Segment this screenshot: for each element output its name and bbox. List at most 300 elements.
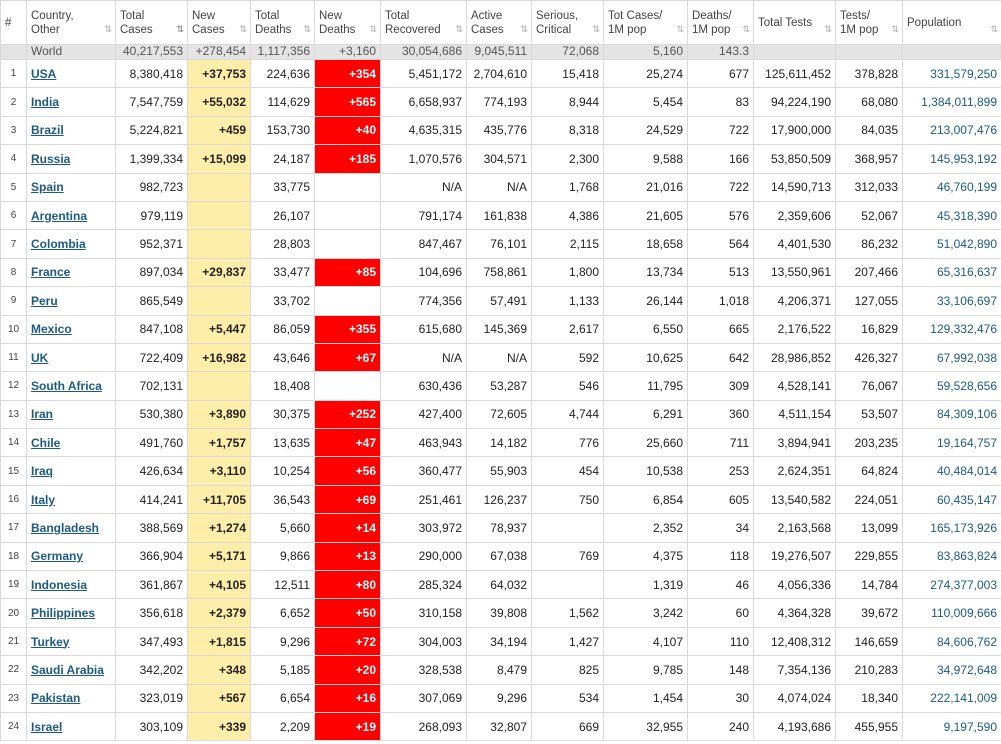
population-link[interactable]: 129,332,476 bbox=[930, 322, 997, 337]
cell-population bbox=[903, 571, 1001, 599]
sort-arrows-icon[interactable]: ⇅ bbox=[824, 24, 831, 34]
cell-total-deaths: 43,646 bbox=[251, 343, 315, 371]
cell-new-deaths: +252 bbox=[315, 400, 381, 428]
cell-total-cases: 1,399,334 bbox=[116, 145, 188, 173]
cell-serious: 769 bbox=[532, 542, 604, 570]
cell-serious: 1,427 bbox=[532, 627, 604, 655]
cell-new-cases: +37,753 bbox=[188, 60, 251, 88]
sort-arrows-icon[interactable]: ⇅ bbox=[742, 24, 749, 34]
cell-deaths-1m: 83 bbox=[688, 88, 754, 116]
population-link[interactable]: 65,316,637 bbox=[936, 265, 997, 280]
cell-new-deaths: +47 bbox=[315, 429, 381, 457]
column-header-cases-1m[interactable] bbox=[604, 1, 688, 45]
cell-country bbox=[27, 684, 116, 712]
column-header-label: Population bbox=[907, 16, 962, 29]
population-link[interactable]: 40,484,014 bbox=[936, 464, 997, 479]
cell-total-recovered: 310,158 bbox=[381, 599, 467, 627]
cell-new-deaths: +16 bbox=[315, 684, 381, 712]
cell-total-recovered: 791,174 bbox=[381, 201, 467, 229]
cell-population bbox=[903, 684, 1001, 712]
country-link[interactable]: USA bbox=[31, 66, 57, 81]
cell-active-cases: 76,101 bbox=[467, 230, 532, 258]
country-link[interactable]: India bbox=[31, 95, 60, 110]
country-link[interactable]: Chile bbox=[31, 435, 61, 450]
column-header-new-deaths[interactable] bbox=[315, 1, 381, 45]
country-link[interactable]: Germany bbox=[31, 549, 84, 564]
population-link[interactable]: 45,318,390 bbox=[936, 208, 997, 223]
cell-population bbox=[903, 60, 1001, 88]
cell-deaths-1m: 722 bbox=[688, 173, 754, 201]
cell-new-cases: +2,379 bbox=[188, 599, 251, 627]
cell-new-deaths: +565 bbox=[315, 88, 381, 116]
cell-total-cases: 347,493 bbox=[116, 627, 188, 655]
cell-tests-1m: 86,232 bbox=[836, 230, 903, 258]
column-header-tests-1m[interactable] bbox=[836, 1, 903, 45]
cell-tests-1m: 127,055 bbox=[836, 287, 903, 315]
cell-total-cases: 414,241 bbox=[116, 485, 188, 513]
sort-arrows-icon[interactable]: ⇅ bbox=[990, 24, 997, 34]
cell-deaths-1m: 564 bbox=[688, 230, 754, 258]
population-link[interactable]: 213,007,476 bbox=[930, 123, 997, 138]
cell-new-deaths bbox=[315, 287, 381, 315]
cell-idx: 16 bbox=[1, 485, 27, 513]
cell-total-tests: 7,354,136 bbox=[754, 656, 836, 684]
country-link[interactable]: Mexico bbox=[31, 322, 72, 337]
cell-new-deaths: +14 bbox=[315, 514, 381, 542]
population-link[interactable]: 59,528,656 bbox=[936, 378, 997, 393]
cell-total-deaths: 33,775 bbox=[251, 173, 315, 201]
cell-serious: 669 bbox=[532, 712, 604, 740]
sort-arrows-icon[interactable]: ⇅ bbox=[104, 24, 111, 34]
cell-cases-1m: 21,605 bbox=[604, 201, 688, 229]
cell-total-recovered: N/A bbox=[381, 343, 467, 371]
cell-new-cases bbox=[188, 287, 251, 315]
cell-idx: 9 bbox=[1, 287, 27, 315]
population-link[interactable]: 110,009,666 bbox=[931, 606, 997, 621]
table-row bbox=[1, 514, 1001, 542]
cell-new-deaths: +50 bbox=[315, 599, 381, 627]
cell-population bbox=[903, 514, 1001, 542]
cell-total-tests: 4,074,024 bbox=[754, 684, 836, 712]
cell-total-recovered: 427,400 bbox=[381, 400, 467, 428]
cell-total-cases: 356,618 bbox=[116, 599, 188, 627]
cell-total-deaths: 30,375 bbox=[251, 400, 315, 428]
country-link[interactable]: Brazil bbox=[31, 123, 64, 138]
cell-country bbox=[27, 599, 116, 627]
cell-total-tests: 4,528,141 bbox=[754, 372, 836, 400]
column-header-label: Serious, Critical bbox=[536, 9, 579, 36]
cell-new-cases: +1,757 bbox=[188, 429, 251, 457]
cell-total-deaths: 5,185 bbox=[251, 656, 315, 684]
cell-cases-1m: 5,454 bbox=[604, 88, 688, 116]
cell-total-cases: 702,131 bbox=[116, 372, 188, 400]
cell-idx: 24 bbox=[1, 712, 27, 740]
cell-tests-1m: 68,080 bbox=[836, 88, 903, 116]
population-link[interactable]: 34,972,648 bbox=[936, 662, 997, 677]
cell-active-cases: 64,032 bbox=[467, 571, 532, 599]
population-link[interactable]: 84,309,106 bbox=[936, 407, 997, 422]
sort-arrows-icon[interactable]: ⇅ bbox=[520, 24, 527, 34]
country-link[interactable]: Argentina bbox=[31, 208, 88, 223]
cell-total-tests: 12,408,312 bbox=[754, 627, 836, 655]
cell-new-cases: +5,171 bbox=[188, 542, 251, 570]
country-link[interactable]: Iran bbox=[31, 407, 54, 422]
cell-new-cases: +16,982 bbox=[188, 343, 251, 371]
cell-cases-1m: 25,274 bbox=[604, 60, 688, 88]
sort-arrows-icon[interactable]: ⇅ bbox=[592, 24, 599, 34]
cell-idx: 15 bbox=[1, 457, 27, 485]
sort-arrows-icon[interactable]: ⇅ bbox=[676, 24, 683, 34]
cell-total-tests: 53,850,509 bbox=[754, 145, 836, 173]
table-row bbox=[1, 457, 1001, 485]
cell-population bbox=[903, 627, 1001, 655]
column-header-label: # bbox=[5, 16, 12, 29]
column-header-label: New Deaths bbox=[319, 9, 356, 36]
cell-country bbox=[27, 315, 116, 343]
cell-tests-1m: 368,957 bbox=[836, 145, 903, 173]
country-link[interactable]: South Africa bbox=[31, 378, 102, 393]
cell-deaths-1m: 642 bbox=[688, 343, 754, 371]
column-header-label: Total Cases bbox=[120, 9, 153, 36]
table-row bbox=[1, 145, 1001, 173]
cell-deaths-1m: 677 bbox=[688, 60, 754, 88]
cell-cases-1m: 6,291 bbox=[604, 400, 688, 428]
cell-new-deaths: +40 bbox=[315, 116, 381, 144]
population-link[interactable]: 165,173,926 bbox=[930, 520, 997, 535]
population-link[interactable]: 1,384,011,899 bbox=[921, 95, 997, 110]
cell-serious: 2,300 bbox=[532, 145, 604, 173]
country-link[interactable]: Iraq bbox=[31, 464, 54, 479]
column-header-active-cases[interactable] bbox=[467, 1, 532, 45]
column-header-label: New Cases bbox=[192, 9, 225, 36]
cell-total-cases: 426,634 bbox=[116, 457, 188, 485]
cell-idx: 23 bbox=[1, 684, 27, 712]
cell-total-tests: 4,206,371 bbox=[754, 287, 836, 315]
column-header-label: Total Deaths bbox=[255, 9, 292, 36]
column-header-total-recovered[interactable] bbox=[381, 1, 467, 45]
sort-arrows-icon[interactable]: ⇅ bbox=[303, 24, 310, 34]
cell-deaths-1m: 513 bbox=[688, 258, 754, 286]
cell-active-cases: N/A bbox=[467, 173, 532, 201]
cell-active-cases: 55,903 bbox=[467, 457, 532, 485]
population-link[interactable]: 46,760,199 bbox=[936, 180, 997, 195]
cell-serious bbox=[532, 571, 604, 599]
cell-total-cases: 7,547,759 bbox=[116, 88, 188, 116]
sort-arrows-icon[interactable]: ⇅ bbox=[369, 24, 376, 34]
cell-total-cases: 361,867 bbox=[116, 571, 188, 599]
cell-total-recovered: 630,436 bbox=[381, 372, 467, 400]
cell-new-deaths bbox=[315, 201, 381, 229]
country-link[interactable]: France bbox=[31, 265, 71, 280]
cell-deaths-1m: 240 bbox=[688, 712, 754, 740]
sort-arrows-icon[interactable]: ⇅ bbox=[455, 24, 462, 34]
cell-tests-1m: 52,067 bbox=[836, 201, 903, 229]
cell-serious: 546 bbox=[532, 372, 604, 400]
column-header-country[interactable] bbox=[27, 1, 116, 45]
cell-tests-1m: 207,466 bbox=[836, 258, 903, 286]
cell-population bbox=[903, 372, 1001, 400]
country-link[interactable]: Bangladesh bbox=[31, 520, 100, 535]
sort-arrows-icon[interactable]: ⇅ bbox=[239, 24, 246, 34]
column-header-total-cases[interactable] bbox=[116, 1, 188, 45]
cell-population bbox=[903, 712, 1001, 740]
population-link[interactable]: 83,863,824 bbox=[936, 549, 997, 564]
cell-active-cases: 34,194 bbox=[467, 627, 532, 655]
cell-new-deaths: +185 bbox=[315, 145, 381, 173]
cell-deaths-1m: 60 bbox=[688, 599, 754, 627]
table-header-row bbox=[1, 1, 1001, 45]
cell-serious: 4,744 bbox=[532, 400, 604, 428]
cell-total-cases: 5,224,821 bbox=[116, 116, 188, 144]
cell-serious: 2,115 bbox=[532, 230, 604, 258]
cell-tests-1m: 229,855 bbox=[836, 542, 903, 570]
column-header-idx bbox=[1, 1, 27, 45]
cell-tests-1m: 378,828 bbox=[836, 60, 903, 88]
cell-new-deaths: +80 bbox=[315, 571, 381, 599]
column-header-total-tests[interactable] bbox=[754, 1, 836, 45]
cell-total-cases: 979,119 bbox=[116, 201, 188, 229]
cell-serious: 1,800 bbox=[532, 258, 604, 286]
country-link[interactable]: Colombia bbox=[31, 237, 86, 252]
table-row bbox=[1, 230, 1001, 258]
cell-total-recovered: 328,538 bbox=[381, 656, 467, 684]
cell-tests-1m: 14,784 bbox=[836, 571, 903, 599]
cell-total-deaths: 33,477 bbox=[251, 258, 315, 286]
cell-idx: 1 bbox=[1, 60, 27, 88]
country-link[interactable]: Italy bbox=[31, 492, 56, 507]
cell-active-cases: 774,193 bbox=[467, 88, 532, 116]
cell-tests-1m: 203,235 bbox=[836, 429, 903, 457]
table-row bbox=[1, 201, 1001, 229]
country-link[interactable]: Saudi Arabia bbox=[31, 662, 104, 677]
cell-new-cases: +567 bbox=[188, 684, 251, 712]
table-body bbox=[1, 45, 1001, 741]
column-header-label: Total Tests bbox=[758, 16, 813, 29]
cell-idx: 6 bbox=[1, 201, 27, 229]
world-index-cell bbox=[1, 45, 27, 60]
cell-deaths-1m: 34 bbox=[688, 514, 754, 542]
population-link[interactable]: 19,164,757 bbox=[936, 435, 997, 450]
cell-population bbox=[903, 88, 1001, 116]
cell-total-tests: 94,224,190 bbox=[754, 88, 836, 116]
cell-total-tests: 2,176,522 bbox=[754, 315, 836, 343]
cell-total-recovered: 615,680 bbox=[381, 315, 467, 343]
cell-active-cases: 126,237 bbox=[467, 485, 532, 513]
cell-total-recovered: 251,461 bbox=[381, 485, 467, 513]
country-link[interactable]: Indonesia bbox=[31, 577, 88, 592]
column-header-label: Total Recovered bbox=[385, 9, 441, 36]
cell-cases-1m: 10,625 bbox=[604, 343, 688, 371]
cell-active-cases: 32,807 bbox=[467, 712, 532, 740]
cell-new-cases: +459 bbox=[188, 116, 251, 144]
country-link[interactable]: Turkey bbox=[31, 634, 70, 649]
table-row bbox=[1, 60, 1001, 88]
population-link[interactable]: 33,106,697 bbox=[936, 293, 997, 308]
population-link[interactable]: 222,141,009 bbox=[930, 691, 997, 706]
cell-total-recovered: 307,069 bbox=[381, 684, 467, 712]
population-link[interactable]: 145,953,192 bbox=[930, 151, 997, 166]
population-link[interactable]: 331,579,250 bbox=[930, 66, 997, 81]
cell-population bbox=[903, 230, 1001, 258]
cell-active-cases: 8,479 bbox=[467, 656, 532, 684]
cell-tests-1m: 16,829 bbox=[836, 315, 903, 343]
column-header-deaths-1m[interactable] bbox=[688, 1, 754, 45]
population-link[interactable]: 274,377,003 bbox=[930, 577, 997, 592]
cell-country bbox=[27, 457, 116, 485]
cell-total-tests: 17,900,000 bbox=[754, 116, 836, 144]
cell-deaths-1m: 1,018 bbox=[688, 287, 754, 315]
cell-tests-1m: 18,340 bbox=[836, 684, 903, 712]
cell-idx: 11 bbox=[1, 343, 27, 371]
cell-total-recovered: 104,696 bbox=[381, 258, 467, 286]
cell-deaths-1m: 711 bbox=[688, 429, 754, 457]
cell-idx: 18 bbox=[1, 542, 27, 570]
column-header-population[interactable] bbox=[903, 1, 1001, 45]
cell-total-cases: 982,723 bbox=[116, 173, 188, 201]
cell-cases-1m: 21,016 bbox=[604, 173, 688, 201]
cell-idx: 20 bbox=[1, 599, 27, 627]
table-row bbox=[1, 88, 1001, 116]
cell-deaths-1m: 722 bbox=[688, 116, 754, 144]
cell-tests-1m: 210,283 bbox=[836, 656, 903, 684]
cell-country bbox=[27, 201, 116, 229]
cell-total-tests: 4,193,686 bbox=[754, 712, 836, 740]
cell-idx: 8 bbox=[1, 258, 27, 286]
cell-total-recovered: 290,000 bbox=[381, 542, 467, 570]
population-link[interactable]: 67,992,038 bbox=[936, 350, 997, 365]
cell-cases-1m: 2,352 bbox=[604, 514, 688, 542]
cell-serious: 1,768 bbox=[532, 173, 604, 201]
cell-total-cases: 952,371 bbox=[116, 230, 188, 258]
cell-tests-1m: 64,824 bbox=[836, 457, 903, 485]
column-header-label: Tests/ 1M pop bbox=[840, 9, 879, 36]
cell-new-cases: +3,110 bbox=[188, 457, 251, 485]
cell-country bbox=[27, 627, 116, 655]
column-header-total-deaths[interactable] bbox=[251, 1, 315, 45]
table-row bbox=[1, 287, 1001, 315]
cell-new-cases: +4,105 bbox=[188, 571, 251, 599]
cell-new-deaths: +20 bbox=[315, 656, 381, 684]
cell-population bbox=[903, 145, 1001, 173]
cell-population bbox=[903, 116, 1001, 144]
cell-total-cases: 342,202 bbox=[116, 656, 188, 684]
population-link[interactable]: 9,197,590 bbox=[943, 719, 997, 734]
cell-population bbox=[903, 542, 1001, 570]
cell-serious: 592 bbox=[532, 343, 604, 371]
cell-total-deaths: 224,636 bbox=[251, 60, 315, 88]
table-row bbox=[1, 343, 1001, 371]
population-link[interactable]: 84,606,762 bbox=[936, 634, 997, 649]
table-row bbox=[1, 116, 1001, 144]
cell-new-cases bbox=[188, 372, 251, 400]
country-link[interactable]: Pakistan bbox=[31, 691, 81, 706]
cell-total-recovered: 303,972 bbox=[381, 514, 467, 542]
cell-deaths-1m: 309 bbox=[688, 372, 754, 400]
country-link[interactable]: UK bbox=[31, 350, 49, 365]
cell-total-recovered: 774,356 bbox=[381, 287, 467, 315]
cell-active-cases: 145,369 bbox=[467, 315, 532, 343]
cell-new-cases: +29,837 bbox=[188, 258, 251, 286]
cell-serious: 776 bbox=[532, 429, 604, 457]
cell-new-deaths bbox=[315, 173, 381, 201]
table-row bbox=[1, 571, 1001, 599]
cell-total-recovered: N/A bbox=[381, 173, 467, 201]
country-link[interactable]: Israel bbox=[31, 719, 63, 734]
cell-country bbox=[27, 60, 116, 88]
column-header-label: Active Cases bbox=[471, 9, 504, 36]
table-row bbox=[1, 712, 1001, 740]
cell-active-cases: 304,571 bbox=[467, 145, 532, 173]
cell-tests-1m: 39,672 bbox=[836, 599, 903, 627]
population-link[interactable]: 60,435,147 bbox=[936, 492, 997, 507]
cell-idx: 19 bbox=[1, 571, 27, 599]
cell-population bbox=[903, 201, 1001, 229]
cell-total-recovered: 6,658,937 bbox=[381, 88, 467, 116]
cell-country bbox=[27, 88, 116, 116]
cell-total-cases: 323,019 bbox=[116, 684, 188, 712]
country-link[interactable]: Spain bbox=[31, 180, 64, 195]
cell-tests-1m: 76,067 bbox=[836, 372, 903, 400]
cell-tests-1m: 13,099 bbox=[836, 514, 903, 542]
cell-total-recovered: 268,093 bbox=[381, 712, 467, 740]
sort-arrows-icon[interactable]: ⇅ bbox=[176, 24, 183, 34]
column-header-new-cases[interactable] bbox=[188, 1, 251, 45]
cell-tests-1m: 146,659 bbox=[836, 627, 903, 655]
column-header-serious[interactable] bbox=[532, 1, 604, 45]
cell-total-recovered: 5,451,172 bbox=[381, 60, 467, 88]
world-total-recovered: 30,054,686 bbox=[381, 45, 467, 60]
cell-country bbox=[27, 145, 116, 173]
cell-serious: 454 bbox=[532, 457, 604, 485]
cell-cases-1m: 24,529 bbox=[604, 116, 688, 144]
cell-population bbox=[903, 599, 1001, 627]
cell-deaths-1m: 253 bbox=[688, 457, 754, 485]
sort-arrows-icon[interactable]: ⇅ bbox=[891, 24, 898, 34]
cell-total-tests: 19,276,507 bbox=[754, 542, 836, 570]
cell-cases-1m: 6,550 bbox=[604, 315, 688, 343]
cell-new-deaths: +56 bbox=[315, 457, 381, 485]
cell-total-deaths: 6,654 bbox=[251, 684, 315, 712]
world-new-cases: +278,454 bbox=[188, 45, 251, 60]
population-link[interactable]: 51,042,890 bbox=[936, 237, 997, 252]
cell-cases-1m: 6,854 bbox=[604, 485, 688, 513]
cell-serious: 8,318 bbox=[532, 116, 604, 144]
cell-serious: 825 bbox=[532, 656, 604, 684]
cell-country bbox=[27, 429, 116, 457]
country-link[interactable]: Russia bbox=[31, 151, 71, 166]
world-active-cases: 9,045,511 bbox=[467, 45, 532, 60]
cell-country bbox=[27, 372, 116, 400]
cell-new-cases: +3,890 bbox=[188, 400, 251, 428]
country-link[interactable]: Philippines bbox=[31, 606, 96, 621]
world-cases-1m: 5,160 bbox=[604, 45, 688, 60]
cell-country bbox=[27, 287, 116, 315]
cell-idx: 12 bbox=[1, 372, 27, 400]
cell-population bbox=[903, 656, 1001, 684]
cell-new-deaths: +69 bbox=[315, 485, 381, 513]
cell-country bbox=[27, 656, 116, 684]
cell-idx: 2 bbox=[1, 88, 27, 116]
table-row bbox=[1, 429, 1001, 457]
country-link[interactable]: Peru bbox=[31, 293, 58, 308]
cell-population bbox=[903, 485, 1001, 513]
cell-country bbox=[27, 343, 116, 371]
cell-new-deaths: +72 bbox=[315, 627, 381, 655]
cell-cases-1m: 25,660 bbox=[604, 429, 688, 457]
cell-total-deaths: 86,059 bbox=[251, 315, 315, 343]
table-row bbox=[1, 173, 1001, 201]
cell-new-deaths: +85 bbox=[315, 258, 381, 286]
